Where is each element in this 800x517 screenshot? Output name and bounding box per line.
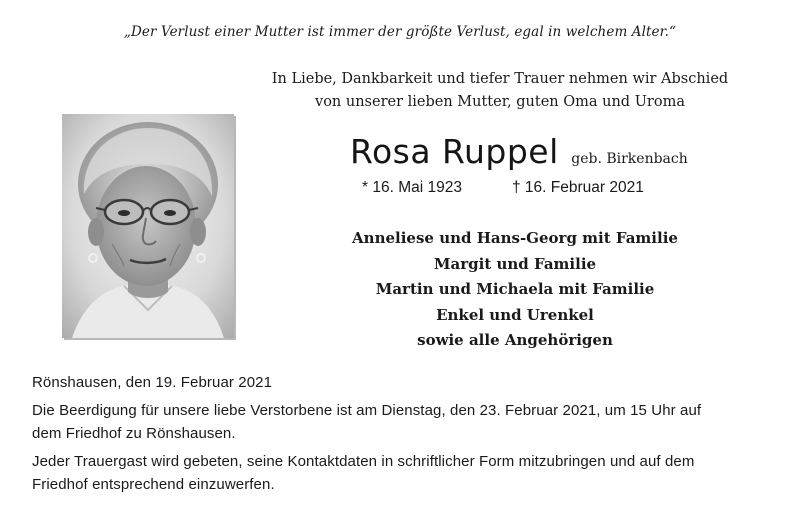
- contact-notice: [32, 450, 782, 496]
- funeral-line-2: dem Friedhof zu Rönshausen.: [32, 425, 236, 442]
- mourners-list: [300, 226, 730, 354]
- birth-name: geb. Birkenbach: [571, 151, 688, 167]
- deceased-name-row: [350, 132, 688, 171]
- funeral-info: [32, 399, 782, 445]
- deceased-name: Rosa Ruppel: [350, 132, 559, 171]
- contact-line-1: Jeder Trauergast wird gebeten, seine Kontaktdaten in schriftlicher Form mitzubringen und auf dem: [32, 453, 695, 470]
- mourner-line: sowie alle Angehörigen: [417, 331, 613, 349]
- mourner-line: Martin und Michaela mit Familie: [375, 280, 655, 298]
- birth-date: * 16. Mai 1923: [362, 179, 462, 196]
- mourner-line: Margit und Familie: [433, 254, 597, 273]
- death-date: † 16. Februar 2021: [512, 179, 644, 196]
- memorial-quote: „Der Verlust einer Mutter ist immer der größte Verlust, egal in welchem Alter.“: [123, 24, 677, 40]
- place-and-date: Rönshausen, den 19. Februar 2021: [32, 374, 273, 391]
- portrait-photo: [62, 114, 234, 338]
- contact-line-2: Friedhof entsprechend einzuwerfen.: [32, 476, 275, 493]
- funeral-line-1: Die Beerdigung für unsere liebe Verstorbene ist am Dienstag, den 23. Februar 2021, um 15 Uhr auf: [32, 402, 702, 419]
- farewell-intro: [270, 68, 730, 114]
- intro-line-2: von unserer lieben Mutter, guten Oma und Uroma: [315, 94, 685, 110]
- mourner-line: Enkel und Urenkel: [436, 305, 594, 324]
- mourner-line: Anneliese und Hans-Georg mit Familie: [352, 229, 678, 247]
- intro-line-1: In Liebe, Dankbarkeit und tiefer Trauer nehmen wir Abschied: [271, 71, 729, 87]
